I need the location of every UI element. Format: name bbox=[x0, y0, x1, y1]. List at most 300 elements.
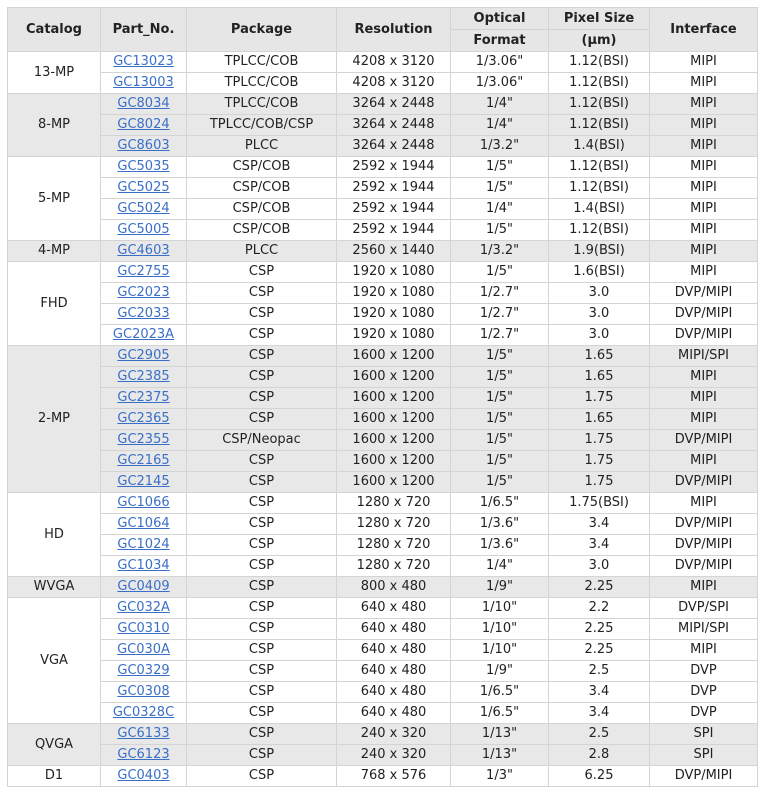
package-cell: CSP bbox=[187, 388, 337, 409]
interface-cell: MIPI/SPI bbox=[650, 619, 758, 640]
package-cell: CSP bbox=[187, 346, 337, 367]
table-row bbox=[8, 556, 758, 577]
interface-cell: MIPI bbox=[650, 262, 758, 283]
package-cell: CSP bbox=[187, 283, 337, 304]
catalog-cell: 13-MP bbox=[8, 52, 101, 94]
optical-cell: 1/4" bbox=[451, 556, 549, 577]
part-no-link[interactable]: GC5025 bbox=[117, 180, 170, 195]
table-row bbox=[8, 115, 758, 136]
optical-cell: 1/9" bbox=[451, 577, 549, 598]
part-no-cell bbox=[101, 640, 187, 661]
part-no-cell bbox=[101, 682, 187, 703]
pixel-cell: 3.0 bbox=[549, 304, 650, 325]
part-no-cell bbox=[101, 241, 187, 262]
part-no-cell bbox=[101, 703, 187, 724]
pixel-cell: 1.4(BSI) bbox=[549, 136, 650, 157]
optical-cell: 1/5" bbox=[451, 346, 549, 367]
interface-cell: DVP/MIPI bbox=[650, 535, 758, 556]
table-row bbox=[8, 409, 758, 430]
pixel-cell: 1.4(BSI) bbox=[549, 199, 650, 220]
part-no-cell bbox=[101, 199, 187, 220]
part-no-link[interactable]: GC0409 bbox=[117, 579, 170, 594]
package-cell: CSP bbox=[187, 703, 337, 724]
pixel-cell: 3.4 bbox=[549, 703, 650, 724]
optical-cell: 1/3.06" bbox=[451, 52, 549, 73]
resolution-cell: 1920 x 1080 bbox=[337, 325, 451, 346]
pixel-cell: 1.75 bbox=[549, 472, 650, 493]
part-no-cell bbox=[101, 52, 187, 73]
pixel-cell: 2.5 bbox=[549, 724, 650, 745]
package-cell: CSP bbox=[187, 535, 337, 556]
part-no-link[interactable]: GC0403 bbox=[117, 768, 170, 783]
catalog-cell: WVGA bbox=[8, 577, 101, 598]
header-package: Package bbox=[187, 8, 337, 52]
catalog-cell: 5-MP bbox=[8, 157, 101, 241]
table-row bbox=[8, 157, 758, 178]
part-no-cell bbox=[101, 535, 187, 556]
part-no-link[interactable]: GC2355 bbox=[117, 432, 170, 447]
part-no-link[interactable]: GC8603 bbox=[117, 138, 170, 153]
table-row bbox=[8, 619, 758, 640]
pixel-cell: 2.25 bbox=[549, 577, 650, 598]
pixel-cell: 2.25 bbox=[549, 619, 650, 640]
part-no-cell bbox=[101, 451, 187, 472]
resolution-cell: 2592 x 1944 bbox=[337, 199, 451, 220]
interface-cell: MIPI bbox=[650, 73, 758, 94]
package-cell: CSP bbox=[187, 619, 337, 640]
table-header bbox=[8, 8, 758, 52]
resolution-cell: 1280 x 720 bbox=[337, 514, 451, 535]
package-cell: CSP bbox=[187, 262, 337, 283]
part-no-cell bbox=[101, 325, 187, 346]
package-cell: CSP bbox=[187, 304, 337, 325]
part-no-cell bbox=[101, 157, 187, 178]
optical-cell: 1/5" bbox=[451, 178, 549, 199]
package-cell: CSP bbox=[187, 451, 337, 472]
part-no-cell bbox=[101, 430, 187, 451]
header-resolution: Resolution bbox=[337, 8, 451, 52]
header-optical-format-line2: Format bbox=[451, 30, 549, 52]
pixel-cell: 1.12(BSI) bbox=[549, 157, 650, 178]
package-cell: TPLCC/COB bbox=[187, 94, 337, 115]
header-pixel-size-line2: (µm) bbox=[549, 30, 650, 52]
resolution-cell: 2592 x 1944 bbox=[337, 178, 451, 199]
part-no-link[interactable]: GC6123 bbox=[117, 747, 170, 762]
resolution-cell: 1600 x 1200 bbox=[337, 367, 451, 388]
catalog-cell: 2-MP bbox=[8, 346, 101, 493]
resolution-cell: 1600 x 1200 bbox=[337, 472, 451, 493]
package-cell: CSP bbox=[187, 409, 337, 430]
resolution-cell: 1280 x 720 bbox=[337, 535, 451, 556]
pixel-cell: 1.12(BSI) bbox=[549, 94, 650, 115]
optical-cell: 1/5" bbox=[451, 220, 549, 241]
optical-cell: 1/2.7" bbox=[451, 304, 549, 325]
optical-cell: 1/5" bbox=[451, 472, 549, 493]
optical-cell: 1/13" bbox=[451, 745, 549, 766]
optical-cell: 1/5" bbox=[451, 388, 549, 409]
package-cell: TPLCC/COB bbox=[187, 73, 337, 94]
part-no-cell bbox=[101, 493, 187, 514]
package-cell: CSP bbox=[187, 640, 337, 661]
optical-cell: 1/10" bbox=[451, 640, 549, 661]
interface-cell: MIPI bbox=[650, 199, 758, 220]
package-cell: CSP bbox=[187, 724, 337, 745]
interface-cell: MIPI bbox=[650, 451, 758, 472]
optical-cell: 1/6.5" bbox=[451, 703, 549, 724]
table-row bbox=[8, 640, 758, 661]
pixel-cell: 3.0 bbox=[549, 556, 650, 577]
header-part-no: Part_No. bbox=[101, 8, 187, 52]
resolution-cell: 1600 x 1200 bbox=[337, 388, 451, 409]
part-no-link[interactable]: GC8024 bbox=[117, 117, 170, 132]
resolution-cell: 640 x 480 bbox=[337, 682, 451, 703]
interface-cell: MIPI bbox=[650, 115, 758, 136]
interface-cell: DVP/MIPI bbox=[650, 556, 758, 577]
pixel-cell: 1.9(BSI) bbox=[549, 241, 650, 262]
resolution-cell: 1920 x 1080 bbox=[337, 304, 451, 325]
part-no-cell bbox=[101, 220, 187, 241]
resolution-cell: 240 x 320 bbox=[337, 724, 451, 745]
package-cell: CSP bbox=[187, 367, 337, 388]
interface-cell: DVP/MIPI bbox=[650, 304, 758, 325]
resolution-cell: 2592 x 1944 bbox=[337, 220, 451, 241]
resolution-cell: 2560 x 1440 bbox=[337, 241, 451, 262]
resolution-cell: 1280 x 720 bbox=[337, 493, 451, 514]
part-no-link[interactable]: GC2033 bbox=[117, 306, 170, 321]
part-no-cell bbox=[101, 745, 187, 766]
part-no-cell bbox=[101, 577, 187, 598]
optical-cell: 1/3" bbox=[451, 766, 549, 787]
table-row bbox=[8, 241, 758, 262]
header-catalog: Catalog bbox=[8, 8, 101, 52]
part-no-link[interactable]: GC1066 bbox=[117, 495, 170, 510]
resolution-cell: 640 x 480 bbox=[337, 619, 451, 640]
interface-cell: DVP bbox=[650, 661, 758, 682]
interface-cell: MIPI bbox=[650, 388, 758, 409]
catalog-cell: VGA bbox=[8, 598, 101, 724]
table-row bbox=[8, 661, 758, 682]
table-row bbox=[8, 52, 758, 73]
interface-cell: MIPI/SPI bbox=[650, 346, 758, 367]
resolution-cell: 240 x 320 bbox=[337, 745, 451, 766]
package-cell: CSP bbox=[187, 577, 337, 598]
table-row bbox=[8, 766, 758, 787]
header-optical-format-line1: Optical bbox=[451, 8, 549, 30]
part-no-cell bbox=[101, 388, 187, 409]
package-cell: CSP bbox=[187, 766, 337, 787]
interface-cell: DVP bbox=[650, 682, 758, 703]
table-row bbox=[8, 220, 758, 241]
optical-cell: 1/10" bbox=[451, 619, 549, 640]
pixel-cell: 3.0 bbox=[549, 325, 650, 346]
part-no-link[interactable]: GC1064 bbox=[117, 516, 170, 531]
interface-cell: DVP/MIPI bbox=[650, 472, 758, 493]
optical-cell: 1/3.06" bbox=[451, 73, 549, 94]
pixel-cell: 1.65 bbox=[549, 346, 650, 367]
package-cell: CSP/COB bbox=[187, 220, 337, 241]
package-cell: CSP/COB bbox=[187, 199, 337, 220]
resolution-cell: 3264 x 2448 bbox=[337, 115, 451, 136]
part-no-cell bbox=[101, 724, 187, 745]
part-no-link[interactable]: GC030A bbox=[117, 642, 170, 657]
table-row bbox=[8, 451, 758, 472]
part-no-link[interactable]: GC8034 bbox=[117, 96, 170, 111]
optical-cell: 1/10" bbox=[451, 598, 549, 619]
part-no-link[interactable]: GC1034 bbox=[117, 558, 170, 573]
package-cell: CSP bbox=[187, 661, 337, 682]
part-no-cell bbox=[101, 514, 187, 535]
package-cell: CSP/COB bbox=[187, 178, 337, 199]
part-no-link[interactable]: GC6133 bbox=[117, 726, 170, 741]
resolution-cell: 1920 x 1080 bbox=[337, 262, 451, 283]
part-no-link[interactable]: GC2145 bbox=[117, 474, 170, 489]
interface-cell: MIPI bbox=[650, 241, 758, 262]
optical-cell: 1/3.6" bbox=[451, 535, 549, 556]
optical-cell: 1/2.7" bbox=[451, 325, 549, 346]
table-body bbox=[8, 52, 758, 787]
part-no-link[interactable]: GC2385 bbox=[117, 369, 170, 384]
catalog-cell: FHD bbox=[8, 262, 101, 346]
part-no-cell bbox=[101, 115, 187, 136]
pixel-cell: 1.75 bbox=[549, 388, 650, 409]
table-row bbox=[8, 745, 758, 766]
resolution-cell: 1920 x 1080 bbox=[337, 283, 451, 304]
optical-cell: 1/4" bbox=[451, 199, 549, 220]
interface-cell: MIPI bbox=[650, 640, 758, 661]
resolution-cell: 800 x 480 bbox=[337, 577, 451, 598]
interface-cell: DVP bbox=[650, 703, 758, 724]
interface-cell: DVP/MIPI bbox=[650, 766, 758, 787]
optical-cell: 1/13" bbox=[451, 724, 549, 745]
optical-cell: 1/3.2" bbox=[451, 136, 549, 157]
part-no-link[interactable]: GC0308 bbox=[117, 684, 170, 699]
interface-cell: DVP/MIPI bbox=[650, 283, 758, 304]
pixel-cell: 3.4 bbox=[549, 682, 650, 703]
pixel-cell: 3.4 bbox=[549, 535, 650, 556]
catalog-cell: 8-MP bbox=[8, 94, 101, 157]
interface-cell: SPI bbox=[650, 724, 758, 745]
interface-cell: DVP/SPI bbox=[650, 598, 758, 619]
part-no-cell bbox=[101, 556, 187, 577]
header-interface: Interface bbox=[650, 8, 758, 52]
table-row bbox=[8, 577, 758, 598]
pixel-cell: 1.12(BSI) bbox=[549, 73, 650, 94]
table-row bbox=[8, 346, 758, 367]
table-row bbox=[8, 367, 758, 388]
package-cell: PLCC bbox=[187, 136, 337, 157]
package-cell: CSP bbox=[187, 598, 337, 619]
part-no-cell bbox=[101, 73, 187, 94]
package-cell: CSP bbox=[187, 682, 337, 703]
optical-cell: 1/5" bbox=[451, 157, 549, 178]
part-no-cell bbox=[101, 619, 187, 640]
part-no-cell bbox=[101, 283, 187, 304]
interface-cell: MIPI bbox=[650, 493, 758, 514]
header-pixel-size-line1: Pixel Size bbox=[549, 8, 650, 30]
table-row bbox=[8, 325, 758, 346]
catalog-cell: HD bbox=[8, 493, 101, 577]
table-row bbox=[8, 472, 758, 493]
interface-cell: DVP/MIPI bbox=[650, 325, 758, 346]
optical-cell: 1/5" bbox=[451, 451, 549, 472]
pixel-cell: 1.75 bbox=[549, 430, 650, 451]
package-cell: CSP bbox=[187, 493, 337, 514]
part-no-link[interactable]: GC2023 bbox=[117, 285, 170, 300]
optical-cell: 1/6.5" bbox=[451, 493, 549, 514]
catalog-cell: D1 bbox=[8, 766, 101, 787]
interface-cell: MIPI bbox=[650, 409, 758, 430]
part-no-link[interactable]: GC13023 bbox=[113, 54, 174, 69]
part-no-link[interactable]: GC5024 bbox=[117, 201, 170, 216]
part-no-link[interactable]: GC0310 bbox=[117, 621, 170, 636]
table-row bbox=[8, 73, 758, 94]
optical-cell: 1/5" bbox=[451, 409, 549, 430]
part-no-cell bbox=[101, 472, 187, 493]
table-row bbox=[8, 304, 758, 325]
part-no-cell bbox=[101, 367, 187, 388]
table-row bbox=[8, 682, 758, 703]
pixel-cell: 1.75(BSI) bbox=[549, 493, 650, 514]
catalog-cell: QVGA bbox=[8, 724, 101, 766]
pixel-cell: 2.5 bbox=[549, 661, 650, 682]
interface-cell: MIPI bbox=[650, 178, 758, 199]
package-cell: PLCC bbox=[187, 241, 337, 262]
part-no-cell bbox=[101, 94, 187, 115]
optical-cell: 1/4" bbox=[451, 94, 549, 115]
table-row bbox=[8, 283, 758, 304]
part-no-link[interactable]: GC2023A bbox=[112, 327, 175, 342]
pixel-cell: 3.0 bbox=[549, 283, 650, 304]
table-row bbox=[8, 703, 758, 724]
pixel-cell: 1.65 bbox=[549, 367, 650, 388]
package-cell: TPLCC/COB/CSP bbox=[187, 115, 337, 136]
table-row bbox=[8, 262, 758, 283]
interface-cell: DVP/MIPI bbox=[650, 430, 758, 451]
pixel-cell: 1.75 bbox=[549, 451, 650, 472]
resolution-cell: 1280 x 720 bbox=[337, 556, 451, 577]
part-no-link[interactable]: GC2165 bbox=[117, 453, 170, 468]
package-cell: CSP bbox=[187, 325, 337, 346]
part-no-link[interactable]: GC4603 bbox=[117, 243, 170, 258]
package-cell: CSP/Neopac bbox=[187, 430, 337, 451]
part-no-cell bbox=[101, 262, 187, 283]
resolution-cell: 3264 x 2448 bbox=[337, 94, 451, 115]
pixel-cell: 2.8 bbox=[549, 745, 650, 766]
table-row bbox=[8, 199, 758, 220]
part-no-cell bbox=[101, 409, 187, 430]
table-row bbox=[8, 598, 758, 619]
table-row bbox=[8, 493, 758, 514]
table-row bbox=[8, 724, 758, 745]
package-cell: CSP/COB bbox=[187, 157, 337, 178]
part-no-cell bbox=[101, 346, 187, 367]
part-no-link[interactable]: GC0329 bbox=[117, 663, 170, 678]
resolution-cell: 3264 x 2448 bbox=[337, 136, 451, 157]
part-no-link[interactable]: GC13003 bbox=[113, 75, 174, 90]
table-row bbox=[8, 514, 758, 535]
package-cell: CSP bbox=[187, 745, 337, 766]
optical-cell: 1/4" bbox=[451, 115, 549, 136]
part-no-link[interactable]: GC2755 bbox=[117, 264, 170, 279]
table-row bbox=[8, 136, 758, 157]
table-row bbox=[8, 388, 758, 409]
pixel-cell: 1.12(BSI) bbox=[549, 52, 650, 73]
part-no-cell bbox=[101, 661, 187, 682]
part-no-link[interactable]: GC1024 bbox=[117, 537, 170, 552]
part-no-link[interactable]: GC2375 bbox=[117, 390, 170, 405]
part-no-link[interactable]: GC2905 bbox=[117, 348, 170, 363]
interface-cell: MIPI bbox=[650, 52, 758, 73]
pixel-cell: 1.6(BSI) bbox=[549, 262, 650, 283]
resolution-cell: 1600 x 1200 bbox=[337, 430, 451, 451]
interface-cell: MIPI bbox=[650, 367, 758, 388]
optical-cell: 1/6.5" bbox=[451, 682, 549, 703]
package-cell: CSP bbox=[187, 472, 337, 493]
optical-cell: 1/2.7" bbox=[451, 283, 549, 304]
package-cell: TPLCC/COB bbox=[187, 52, 337, 73]
resolution-cell: 2592 x 1944 bbox=[337, 157, 451, 178]
part-no-cell bbox=[101, 304, 187, 325]
table-row bbox=[8, 430, 758, 451]
pixel-cell: 2.2 bbox=[549, 598, 650, 619]
interface-cell: SPI bbox=[650, 745, 758, 766]
part-no-cell bbox=[101, 136, 187, 157]
resolution-cell: 640 x 480 bbox=[337, 703, 451, 724]
resolution-cell: 1600 x 1200 bbox=[337, 451, 451, 472]
part-no-link[interactable]: GC032A bbox=[117, 600, 170, 615]
table-row bbox=[8, 94, 758, 115]
interface-cell: MIPI bbox=[650, 157, 758, 178]
resolution-cell: 640 x 480 bbox=[337, 640, 451, 661]
optical-cell: 1/5" bbox=[451, 262, 549, 283]
table-row bbox=[8, 535, 758, 556]
resolution-cell: 4208 x 3120 bbox=[337, 73, 451, 94]
interface-cell: MIPI bbox=[650, 577, 758, 598]
resolution-cell: 640 x 480 bbox=[337, 598, 451, 619]
sensor-table bbox=[7, 7, 758, 787]
interface-cell: MIPI bbox=[650, 94, 758, 115]
package-cell: CSP bbox=[187, 556, 337, 577]
interface-cell: MIPI bbox=[650, 220, 758, 241]
part-no-cell bbox=[101, 766, 187, 787]
pixel-cell: 1.65 bbox=[549, 409, 650, 430]
optical-cell: 1/3.2" bbox=[451, 241, 549, 262]
resolution-cell: 1600 x 1200 bbox=[337, 409, 451, 430]
part-no-link[interactable]: GC5035 bbox=[117, 159, 170, 174]
pixel-cell: 1.12(BSI) bbox=[549, 220, 650, 241]
part-no-link[interactable]: GC5005 bbox=[117, 222, 170, 237]
resolution-cell: 1600 x 1200 bbox=[337, 346, 451, 367]
package-cell: CSP bbox=[187, 514, 337, 535]
resolution-cell: 768 x 576 bbox=[337, 766, 451, 787]
pixel-cell: 2.25 bbox=[549, 640, 650, 661]
optical-cell: 1/3.6" bbox=[451, 514, 549, 535]
pixel-cell: 1.12(BSI) bbox=[549, 178, 650, 199]
pixel-cell: 6.25 bbox=[549, 766, 650, 787]
optical-cell: 1/9" bbox=[451, 661, 549, 682]
interface-cell: DVP/MIPI bbox=[650, 514, 758, 535]
optical-cell: 1/5" bbox=[451, 367, 549, 388]
catalog-cell: 4-MP bbox=[8, 241, 101, 262]
table-row bbox=[8, 178, 758, 199]
part-no-link[interactable]: GC0328C bbox=[112, 705, 175, 720]
optical-cell: 1/5" bbox=[451, 430, 549, 451]
resolution-cell: 4208 x 3120 bbox=[337, 52, 451, 73]
part-no-cell bbox=[101, 178, 187, 199]
part-no-link[interactable]: GC2365 bbox=[117, 411, 170, 426]
interface-cell: MIPI bbox=[650, 136, 758, 157]
resolution-cell: 640 x 480 bbox=[337, 661, 451, 682]
